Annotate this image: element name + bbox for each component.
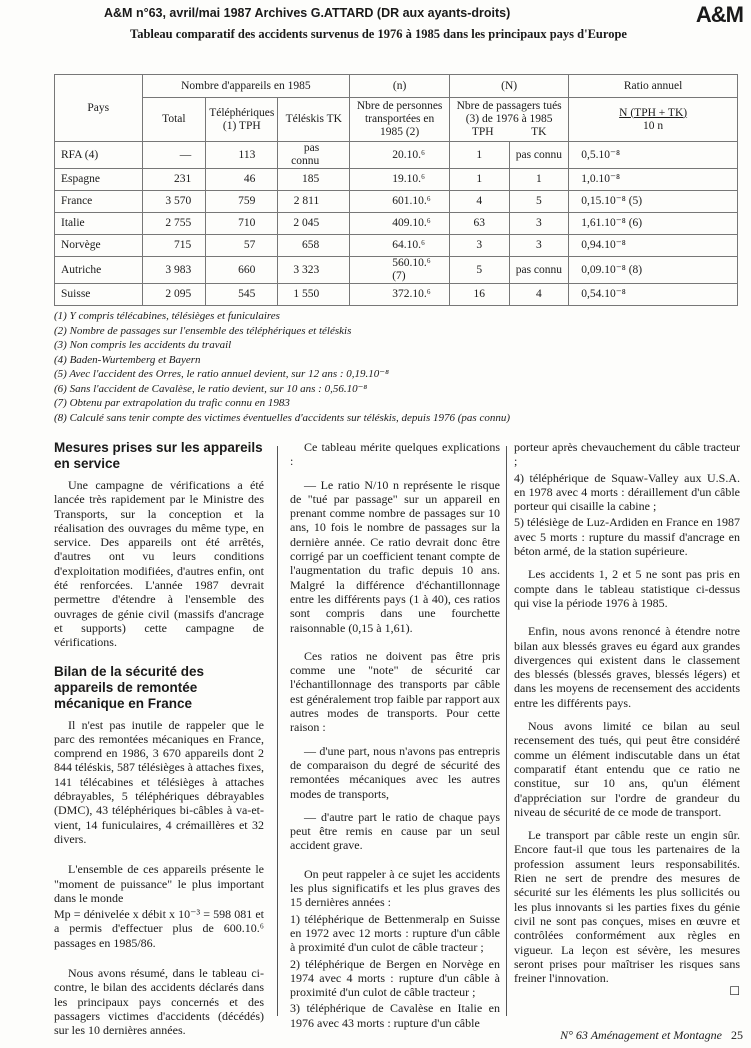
cell-ratio: 0,15.10⁻⁸ (5) [569, 191, 738, 213]
column-2 [290, 440, 500, 1039]
header-tues-sub [453, 126, 565, 139]
table-row [55, 213, 738, 235]
cell-total: — [142, 142, 206, 169]
header-ratio-denominator: 10 n [643, 119, 664, 132]
cell-tph: 710 [206, 213, 278, 235]
cell-tph: 759 [206, 191, 278, 213]
cell-n: 20.10.⁶ [350, 142, 450, 169]
table-row [55, 235, 738, 257]
header-tph: Téléphériques (1) TPH [206, 98, 278, 142]
para: — Le ratio N/10 n représente le risque de "tué par passage" sur un appareil en prenant comme nombre de passages sur 10 ans, 10 fois le nombre de passages sur la dernière année. Ce ratio devrait donc être corrigé par un coefficient tenant compte de l'augmentation du trafic depuis 10 ans. Malgré la différence d'échantillonnage entre les différents pays (1 à 40), ces ratios sont compris dans une fourchette raisonnable (0,15 à 1,61). [290, 477, 500, 635]
para: Ces ratios ne doivent pas être pris comme une "note" de sécurité car l'échantillonnage des transports par câble est généralement trop faible par rapport aux autres modes de transports. Pour cette raison : [290, 648, 500, 735]
table-row [55, 191, 738, 213]
cell-ratio: 0,94.10⁻⁸ [569, 235, 738, 257]
cell-total: 2 755 [142, 213, 206, 235]
para: Nous avons limité ce bilan au seul recensement des tués, qui peut être considéré comme un élément indiscutable dans un état comparatif étant entendu que ce ratio ne constitue, sur 10 ans, qu'un élément d'appréciation sur l'ordre de grandeur du niveau de sécurité de ce mode de transport. [514, 719, 740, 819]
header-ratio-formula [569, 98, 738, 142]
note-line: (5) Avec l'accident des Orres, le ratio annuel devient, sur 12 ans : 0,19.10⁻⁸ [54, 368, 389, 380]
cell-pays: Norvège [55, 235, 143, 257]
cell-tph: 545 [206, 284, 278, 306]
cell-pays: Suisse [55, 284, 143, 306]
cell-ntk: pas connu [509, 142, 569, 169]
cell-tk: 2 045 [278, 213, 350, 235]
table-row [55, 257, 738, 284]
cell-total: 3 570 [142, 191, 206, 213]
para: 1) téléphérique de Bettenmeralp en Suisse en 1972 avec 12 morts : rupture d'un câble à proximité d'un culot de câble tracteur ; [290, 911, 500, 955]
table-row [55, 284, 738, 306]
cell-tk: pas connu [278, 142, 350, 169]
cell-ntph: 1 [450, 142, 510, 169]
header-tues-label: Nbre de passagers tués (3) de 1976 à 1985 [456, 100, 562, 125]
cell-tk: 1 550 [278, 284, 350, 306]
header-tues-tph: TPH [471, 126, 494, 138]
cell-ntph: 4 [450, 191, 510, 213]
cell-ntk: 5 [509, 191, 569, 213]
header-ratio: Ratio annuel [569, 75, 738, 98]
note-line: (7) Obtenu par extrapolation du trafic connu en 1983 [54, 397, 290, 409]
cell-tph: 660 [206, 257, 278, 284]
cell-total: 231 [142, 169, 206, 191]
column-rule [277, 446, 278, 1016]
cell-total: 2 095 [142, 284, 206, 306]
para: 2) téléphérique de Bergen en Norvège en 1974 avec 4 morts : rupture d'un câble à proximité d'un culot de câble tracteur ; [290, 956, 500, 1000]
para: Ce tableau mérite quelques explications : [290, 440, 500, 469]
cell-ratio: 1,61.10⁻⁸ (6) [569, 213, 738, 235]
cell-n: 409.10.⁶ [350, 213, 450, 235]
para: Il n'est pas inutile de rappeler que le parc des remontées mécaniques en France, comprend en 1986, 3 670 appareils dont 2 844 téléskis, 587 télésièges à attaches fixes, 141 télécabines et télésièges à attaches débrayables, 5 téléphériques débrayables (DMC), 43 téléphériques bi-câbles à va-et-vient, 14 funiculaires, 4 crémaillères et 32 divers. [54, 717, 264, 846]
cell-ntph: 63 [450, 213, 510, 235]
para: On peut rappeler à ce sujet les accidents les plus significatifs et les plus graves des 15 dernières années : [290, 866, 500, 910]
para: 3) téléphérique de Cavalèse en Italie en 1976 avec 43 morts : rupture d'un câble [290, 1001, 500, 1030]
table-body [55, 142, 738, 306]
para: Nous avons résumé, dans le tableau ci-contre, le bilan des accidents déclarés dans les principaux pays concernés et des passagers victimes d'accidents (décédés) sur les 10 dernières années. [54, 966, 264, 1038]
cell-ntph: 3 [450, 235, 510, 257]
para: Le transport par câble reste un engin sûr. Encore faut-il que tous les partenaires de la profession assument leurs responsabilités. Rien ne sert de prendre des mesures de sécurité sur les éléments les plus sollicités ou les plus innovants si les parties fixes du génie civil ne sont pas conçues, mises en œuvre et contrôlées conformément aux règles en vigueur. La leçon est sévère, les mesures seront prises pour maîtriser les risques sans freiner l'innovation. [514, 828, 740, 986]
header-pays: Pays [55, 75, 143, 142]
heading-mesures: Mesures prises sur les appareils en service [54, 440, 263, 471]
header-n: (n) [350, 75, 450, 98]
table-row [55, 142, 738, 169]
table-row [55, 169, 738, 191]
para: porteur après chevauchement du câble tracteur ; [514, 440, 740, 469]
cell-n: 372.10.⁶ [350, 284, 450, 306]
cell-ntk: 1 [509, 169, 569, 191]
cell-ratio: 0,54.10⁻⁸ [569, 284, 738, 306]
cell-tk: 2 811 [278, 191, 350, 213]
cell-tph: 57 [206, 235, 278, 257]
note-line: (2) Nombre de passages sur l'ensemble des téléphériques et téléskis [54, 324, 352, 337]
cell-tph: 46 [206, 169, 278, 191]
note-line: (1) Y compris télécabines, télésièges et funiculaires [54, 310, 280, 322]
cell-ntk: 3 [509, 213, 569, 235]
accidents-table [54, 74, 738, 306]
para: Les accidents 1, 2 et 5 ne sont pas pris en compte dans le tableau statistique ci-dessus qui vise la période 1976 à 1985. [514, 567, 740, 610]
para: — d'une part, nous n'avons pas entrepris de comparaison du degré de sécurité des remontées mécaniques avec les autres modes de transports, [290, 743, 500, 801]
para: L'ensemble de ces appareils présente le "moment de puissance" le plus important dans le monde [54, 862, 264, 905]
cell-ntph: 1 [450, 169, 510, 191]
cell-ratio: 0,5.10⁻⁸ [569, 142, 738, 169]
header-persons: Nbre de personnes transportées en 1985 (2) [350, 98, 450, 142]
archive-header: A&M n°63, avril/mai 1987 Archives G.ATTARD (DR aux ayants-droits) [104, 6, 511, 20]
cell-pays: Italie [55, 213, 143, 235]
header-tues-tk: TK [531, 126, 547, 138]
cell-ratio: 0,09.10⁻⁸ (8) [569, 257, 738, 284]
column-1 [54, 440, 264, 1047]
para: 5) télésiège de Luz-Ardiden en France en 1987 avec 5 morts : rupture du massif d'ancrage en béton armé, de la station supérieure. [514, 515, 740, 559]
cell-total: 715 [142, 235, 206, 257]
table-notes [54, 309, 510, 425]
page-footer [560, 1028, 743, 1043]
cell-ratio: 1,0.10⁻⁸ [569, 169, 738, 191]
column-3 [514, 440, 740, 997]
header-nombre-appareils: Nombre d'appareils en 1985 [142, 75, 350, 98]
cell-tk: 3 323 [278, 257, 350, 284]
para: Mp = dénivelée x débit x 10⁻³ = 598 081 et a permis d'effectuer plus de 600.10.⁶ passages en 1985/86. [54, 907, 264, 950]
header-ratio-numerator: N (TPH + TK) [619, 106, 688, 119]
heading-bilan: Bilan de la sécurité des appareils de remontée mécanique en France [54, 663, 205, 711]
cell-n: 560.10.⁶ (7) [350, 257, 450, 284]
cell-total: 3 983 [142, 257, 206, 284]
note-line: (8) Calculé sans tenir compte des victimes éventuelles d'accidents sur téléskis, depuis 1976 (pas connu) [54, 411, 510, 424]
cell-ntk: pas connu [509, 257, 569, 284]
header-N: (N) [450, 75, 569, 98]
note-line: (3) Non compris les accidents du travail [54, 339, 232, 351]
cell-pays: Autriche [55, 257, 143, 284]
cell-n: 19.10.⁶ [350, 169, 450, 191]
cell-n: 64.10.⁶ [350, 235, 450, 257]
end-mark: ☐ [729, 984, 740, 999]
cell-n: 601.10.⁶ [350, 191, 450, 213]
table-title: Tableau comparatif des accidents survenus de 1976 à 1985 dans les principaux pays d'Europe [130, 27, 627, 41]
cell-tph: 113 [206, 142, 278, 169]
cell-ntph: 5 [450, 257, 510, 284]
footer-page-number: 25 [731, 1028, 743, 1042]
cell-tk: 185 [278, 169, 350, 191]
footer-magazine: Aménagement et Montagne [590, 1028, 722, 1042]
footer-issue: N° 63 [560, 1028, 588, 1042]
cell-pays: France [55, 191, 143, 213]
para: — d'autre part le ratio de chaque pays peut être remis en cause par un seul accident grave. [290, 809, 500, 853]
header-tues [450, 98, 569, 142]
para: 4) téléphérique de Squaw-Valley aux U.S.A. en 1978 avec 4 morts : déraillement d'un câble porteur qui cisaille la cabine ; [514, 470, 740, 514]
para: Une campagne de vérifications a été lancée très rapidement par le Ministre des Transports, sur la conception et la réalisation des ouvrages du même type, en service. Des appareils ont été arrêtés, d'autres ont vu leurs conditions d'exploitation modifiées, d'autres enfin, ont été renforcées. L'année 1987 devrait permettre d'étendre à l'ensemble des ouvrages de génie civil (massifs d'ancrage et supports) cette campagne de vérifications. [54, 478, 264, 650]
cell-tk: 658 [278, 235, 350, 257]
cell-ntk: 4 [509, 284, 569, 306]
cell-ntk: 3 [509, 235, 569, 257]
note-line: (6) Sans l'accident de Cavalèse, le ratio devient, sur 10 ans : 0,56.10⁻⁸ [54, 382, 368, 395]
column-rule [506, 446, 507, 1016]
note-line: (4) Baden-Wurtemberg et Bayern [54, 353, 201, 366]
cell-pays: Espagne [55, 169, 143, 191]
cell-ntph: 16 [450, 284, 510, 306]
am-logo: A&M [695, 2, 743, 27]
header-tk: Téléskis TK [278, 98, 350, 142]
header-total: Total [142, 98, 206, 142]
cell-pays: RFA (4) [55, 142, 143, 169]
para: Enfin, nous avons renoncé à étendre notre bilan aux blessés graves eu égard aux grandes divergences qui existent dans le classement des blessés (blessés graves, blessés légers) et dans les moyens de recensement des accidents entre les différents pays. [514, 624, 740, 710]
